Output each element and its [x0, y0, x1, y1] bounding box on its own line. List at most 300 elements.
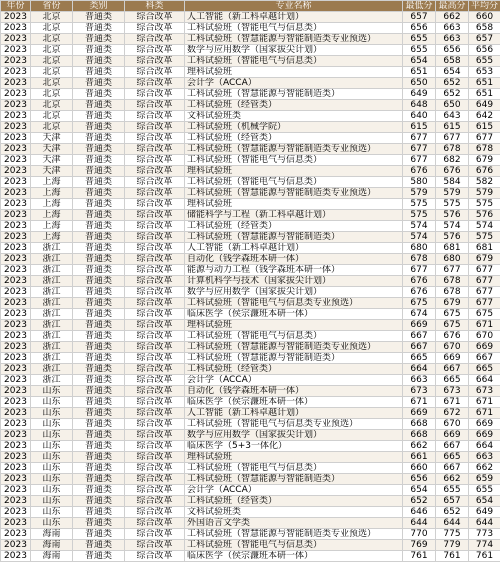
- cell-province: 北京: [31, 100, 73, 111]
- cell-category: 普通类: [73, 276, 125, 287]
- cell-year: 2023: [1, 386, 31, 397]
- cell-category: 普通类: [73, 67, 125, 78]
- cell-subject-type: 综合改革: [125, 463, 185, 474]
- cell-year: 2023: [1, 78, 31, 89]
- cell-max-score: 662: [436, 12, 469, 23]
- cell-min-score: 655: [403, 45, 436, 56]
- cell-category: 普通类: [73, 56, 125, 67]
- cell-min-score: 662: [403, 441, 436, 452]
- cell-max-score: 677: [436, 265, 469, 276]
- cell-major-name: 工科试验班（智能电气与信息类）: [185, 177, 403, 188]
- cell-category: 普通类: [73, 474, 125, 485]
- cell-major-name: 理科试验班: [185, 452, 403, 463]
- cell-min-score: 665: [403, 353, 436, 364]
- cell-year: 2023: [1, 111, 31, 122]
- cell-major-name: 临床医学（侯宗濂班本研一体）: [185, 551, 403, 562]
- cell-year: 2023: [1, 100, 31, 111]
- cell-category: 普通类: [73, 485, 125, 496]
- cell-year: 2023: [1, 188, 31, 199]
- cell-major-name: 工科试验班（智慧能源与智能制造类专业预选）: [185, 529, 403, 540]
- cell-category: 普通类: [73, 298, 125, 309]
- cell-avg-score: 676: [469, 166, 500, 177]
- cell-avg-score: 670: [469, 331, 500, 342]
- cell-category: 普通类: [73, 78, 125, 89]
- cell-avg-score: 579: [469, 188, 500, 199]
- cell-avg-score: 649: [469, 507, 500, 518]
- cell-province: 山东: [31, 397, 73, 408]
- cell-avg-score: 773: [469, 529, 500, 540]
- cell-max-score: 779: [436, 540, 469, 551]
- table-row: [1, 276, 500, 287]
- cell-avg-score: 644: [469, 518, 500, 529]
- cell-subject-type: 综合改革: [125, 331, 185, 342]
- header-year: 年份: [1, 1, 31, 12]
- table-row: [1, 243, 500, 254]
- cell-category: 普通类: [73, 122, 125, 133]
- table-row: [1, 430, 500, 441]
- cell-province: 北京: [31, 78, 73, 89]
- cell-major-name: 工科试验班（经管类）: [185, 364, 403, 375]
- cell-major-name: 数学与应用数学（国家拔尖计划）: [185, 287, 403, 298]
- cell-province: 山东: [31, 386, 73, 397]
- cell-province: 天津: [31, 144, 73, 155]
- cell-category: 普通类: [73, 199, 125, 210]
- cell-year: 2023: [1, 408, 31, 419]
- table-row: [1, 331, 500, 342]
- table-row: [1, 364, 500, 375]
- cell-subject-type: 综合改革: [125, 529, 185, 540]
- table-row: [1, 34, 500, 45]
- table-row: [1, 518, 500, 529]
- cell-category: 普通类: [73, 265, 125, 276]
- table-row: [1, 540, 500, 551]
- cell-category: 普通类: [73, 23, 125, 34]
- cell-subject-type: 综合改革: [125, 199, 185, 210]
- cell-major-name: 工科试验班（智能电气与信息类专业预选）: [185, 419, 403, 430]
- cell-year: 2023: [1, 243, 31, 254]
- cell-subject-type: 综合改革: [125, 276, 185, 287]
- cell-category: 普通类: [73, 441, 125, 452]
- cell-category: 普通类: [73, 386, 125, 397]
- table-row: [1, 298, 500, 309]
- cell-subject-type: 综合改革: [125, 254, 185, 265]
- table-row: [1, 45, 500, 56]
- cell-major-name: 工科试验班（智慧能源与智能制造类）: [185, 474, 403, 485]
- cell-max-score: 675: [436, 320, 469, 331]
- cell-major-name: 自动化（钱学森班本研一体）: [185, 386, 403, 397]
- cell-major-name: 临床医学（5+3一体化）: [185, 441, 403, 452]
- cell-category: 普通类: [73, 166, 125, 177]
- cell-province: 浙江: [31, 353, 73, 364]
- table-row: [1, 309, 500, 320]
- cell-max-score: 657: [436, 496, 469, 507]
- cell-min-score: 664: [403, 364, 436, 375]
- cell-category: 普通类: [73, 177, 125, 188]
- header-major-name: 专业名称: [185, 1, 403, 12]
- table-row: [1, 463, 500, 474]
- cell-min-score: 680: [403, 243, 436, 254]
- header-province: 省份: [31, 1, 73, 12]
- cell-max-score: 575: [436, 199, 469, 210]
- cell-max-score: 679: [436, 298, 469, 309]
- cell-year: 2023: [1, 287, 31, 298]
- header-row: [1, 1, 500, 12]
- cell-major-name: 数学与应用数学（国家拔尖计划）: [185, 430, 403, 441]
- header-max-score: 最高分: [436, 1, 469, 12]
- cell-year: 2023: [1, 122, 31, 133]
- table-row: [1, 56, 500, 67]
- cell-category: 普通类: [73, 309, 125, 320]
- cell-province: 浙江: [31, 276, 73, 287]
- table-row: [1, 111, 500, 122]
- cell-category: 普通类: [73, 353, 125, 364]
- cell-avg-score: 576: [469, 210, 500, 221]
- cell-subject-type: 综合改革: [125, 188, 185, 199]
- cell-min-score: 761: [403, 551, 436, 562]
- cell-max-score: 658: [436, 56, 469, 67]
- cell-avg-score: 651: [469, 78, 500, 89]
- cell-min-score: 678: [403, 254, 436, 265]
- cell-province: 山东: [31, 463, 73, 474]
- table-row: [1, 232, 500, 243]
- cell-category: 普通类: [73, 375, 125, 386]
- cell-province: 天津: [31, 166, 73, 177]
- cell-major-name: 理科试验班: [185, 199, 403, 210]
- cell-subject-type: 综合改革: [125, 375, 185, 386]
- cell-max-score: 672: [436, 408, 469, 419]
- table-row: [1, 67, 500, 78]
- cell-avg-score: 677: [469, 298, 500, 309]
- cell-subject-type: 综合改革: [125, 34, 185, 45]
- cell-avg-score: 662: [469, 463, 500, 474]
- cell-subject-type: 综合改革: [125, 78, 185, 89]
- cell-avg-score: 649: [469, 100, 500, 111]
- cell-province: 山东: [31, 507, 73, 518]
- table-row: [1, 177, 500, 188]
- cell-major-name: 理科试验班: [185, 320, 403, 331]
- cell-province: 山东: [31, 452, 73, 463]
- cell-year: 2023: [1, 331, 31, 342]
- cell-major-name: 会计学（ACCA）: [185, 375, 403, 386]
- cell-min-score: 650: [403, 78, 436, 89]
- cell-province: 北京: [31, 23, 73, 34]
- cell-province: 海南: [31, 540, 73, 551]
- cell-major-name: 工科试验班（智慧能源与智能制造类专业预选）: [185, 188, 403, 199]
- cell-min-score: 677: [403, 133, 436, 144]
- cell-province: 北京: [31, 45, 73, 56]
- cell-category: 普通类: [73, 144, 125, 155]
- table-row: [1, 507, 500, 518]
- cell-category: 普通类: [73, 221, 125, 232]
- cell-category: 普通类: [73, 243, 125, 254]
- table-row: [1, 496, 500, 507]
- cell-min-score: 646: [403, 507, 436, 518]
- cell-min-score: 648: [403, 100, 436, 111]
- cell-province: 浙江: [31, 375, 73, 386]
- cell-max-score: 676: [436, 331, 469, 342]
- cell-category: 普通类: [73, 45, 125, 56]
- cell-category: 普通类: [73, 100, 125, 111]
- cell-avg-score: 671: [469, 408, 500, 419]
- cell-province: 浙江: [31, 265, 73, 276]
- cell-year: 2023: [1, 133, 31, 144]
- cell-min-score: 677: [403, 155, 436, 166]
- cell-major-name: 计算机科学与技术（国家拔尖计划）: [185, 276, 403, 287]
- cell-category: 普通类: [73, 133, 125, 144]
- cell-category: 普通类: [73, 12, 125, 23]
- cell-avg-score: 658: [469, 23, 500, 34]
- cell-major-name: 工科试验班（智慧能源与智能制造类）: [185, 89, 403, 100]
- cell-subject-type: 综合改革: [125, 474, 185, 485]
- cell-max-score: 665: [436, 375, 469, 386]
- cell-min-score: 574: [403, 221, 436, 232]
- cell-category: 普通类: [73, 34, 125, 45]
- cell-major-name: 外国语言文学类: [185, 518, 403, 529]
- table-row: [1, 485, 500, 496]
- cell-major-name: 临床医学（侯宗濂班本研一体）: [185, 309, 403, 320]
- cell-subject-type: 综合改革: [125, 133, 185, 144]
- cell-major-name: 会计学（ACCA）: [185, 485, 403, 496]
- cell-min-score: 574: [403, 232, 436, 243]
- cell-category: 普通类: [73, 496, 125, 507]
- cell-year: 2023: [1, 177, 31, 188]
- cell-province: 上海: [31, 188, 73, 199]
- cell-max-score: 673: [436, 386, 469, 397]
- cell-province: 浙江: [31, 320, 73, 331]
- cell-province: 上海: [31, 177, 73, 188]
- cell-province: 浙江: [31, 287, 73, 298]
- cell-max-score: 663: [436, 23, 469, 34]
- cell-subject-type: 综合改革: [125, 496, 185, 507]
- cell-avg-score: 679: [469, 254, 500, 265]
- cell-category: 普通类: [73, 507, 125, 518]
- cell-min-score: 667: [403, 342, 436, 353]
- cell-max-score: 677: [436, 133, 469, 144]
- cell-major-name: 数学与应用数学（国家拔尖计划）: [185, 45, 403, 56]
- cell-min-score: 644: [403, 518, 436, 529]
- cell-avg-score: 671: [469, 320, 500, 331]
- cell-min-score: 575: [403, 210, 436, 221]
- cell-max-score: 662: [436, 474, 469, 485]
- cell-avg-score: 656: [469, 45, 500, 56]
- cell-min-score: 651: [403, 67, 436, 78]
- cell-category: 普通类: [73, 430, 125, 441]
- cell-max-score: 663: [436, 34, 469, 45]
- cell-major-name: 临床医学（侯宗濂班本研一体）: [185, 397, 403, 408]
- cell-year: 2023: [1, 309, 31, 320]
- cell-major-name: 工科试验班（智能电气与信息类）: [185, 463, 403, 474]
- cell-province: 北京: [31, 111, 73, 122]
- cell-year: 2023: [1, 452, 31, 463]
- cell-year: 2023: [1, 496, 31, 507]
- cell-province: 浙江: [31, 309, 73, 320]
- cell-subject-type: 综合改革: [125, 210, 185, 221]
- cell-avg-score: 679: [469, 155, 500, 166]
- cell-year: 2023: [1, 551, 31, 562]
- cell-major-name: 工科试验班（经管类）: [185, 221, 403, 232]
- cell-major-name: 理科试验班: [185, 166, 403, 177]
- cell-avg-score: 663: [469, 452, 500, 463]
- cell-category: 普通类: [73, 364, 125, 375]
- cell-year: 2023: [1, 144, 31, 155]
- cell-min-score: 676: [403, 166, 436, 177]
- table-row: [1, 100, 500, 111]
- cell-avg-score: 659: [469, 474, 500, 485]
- cell-major-name: 工科试验班（经管类）: [185, 100, 403, 111]
- cell-max-score: 656: [436, 45, 469, 56]
- cell-avg-score: 615: [469, 122, 500, 133]
- cell-avg-score: 774: [469, 540, 500, 551]
- cell-subject-type: 综合改革: [125, 452, 185, 463]
- cell-subject-type: 综合改革: [125, 122, 185, 133]
- cell-max-score: 761: [436, 551, 469, 562]
- cell-subject-type: 综合改革: [125, 12, 185, 23]
- table-row: [1, 254, 500, 265]
- cell-subject-type: 综合改革: [125, 287, 185, 298]
- cell-year: 2023: [1, 34, 31, 45]
- cell-max-score: 615: [436, 122, 469, 133]
- cell-year: 2023: [1, 45, 31, 56]
- cell-subject-type: 综合改革: [125, 45, 185, 56]
- cell-province: 山东: [31, 419, 73, 430]
- cell-max-score: 669: [436, 430, 469, 441]
- cell-major-name: 工科试验班（智能电气与信息类专业预选）: [185, 298, 403, 309]
- cell-category: 普通类: [73, 320, 125, 331]
- cell-year: 2023: [1, 430, 31, 441]
- cell-avg-score: 664: [469, 441, 500, 452]
- cell-category: 普通类: [73, 155, 125, 166]
- table-row: [1, 78, 500, 89]
- cell-year: 2023: [1, 342, 31, 353]
- header-category: 类别: [73, 1, 125, 12]
- cell-min-score: 654: [403, 56, 436, 67]
- cell-subject-type: 综合改革: [125, 364, 185, 375]
- cell-avg-score: 655: [469, 56, 500, 67]
- cell-major-name: 工科试验班（智能电气与信息类）: [185, 540, 403, 551]
- cell-province: 北京: [31, 122, 73, 133]
- cell-min-score: 669: [403, 408, 436, 419]
- cell-province: 山东: [31, 518, 73, 529]
- cell-max-score: 681: [436, 243, 469, 254]
- cell-province: 浙江: [31, 298, 73, 309]
- cell-year: 2023: [1, 67, 31, 78]
- cell-min-score: 579: [403, 188, 436, 199]
- cell-category: 普通类: [73, 551, 125, 562]
- cell-province: 上海: [31, 199, 73, 210]
- cell-province: 山东: [31, 496, 73, 507]
- cell-max-score: 650: [436, 100, 469, 111]
- cell-category: 普通类: [73, 210, 125, 221]
- cell-avg-score: 582: [469, 177, 500, 188]
- cell-province: 山东: [31, 441, 73, 452]
- cell-min-score: 677: [403, 265, 436, 276]
- cell-avg-score: 677: [469, 133, 500, 144]
- cell-subject-type: 综合改革: [125, 232, 185, 243]
- cell-avg-score: 651: [469, 89, 500, 100]
- cell-major-name: 工科试验班（机械学院）: [185, 122, 403, 133]
- cell-subject-type: 综合改革: [125, 166, 185, 177]
- cell-avg-score: 681: [469, 243, 500, 254]
- cell-max-score: 678: [436, 276, 469, 287]
- cell-min-score: 668: [403, 430, 436, 441]
- cell-year: 2023: [1, 166, 31, 177]
- cell-year: 2023: [1, 89, 31, 100]
- cell-max-score: 678: [436, 287, 469, 298]
- cell-max-score: 667: [436, 463, 469, 474]
- cell-year: 2023: [1, 221, 31, 232]
- cell-province: 浙江: [31, 243, 73, 254]
- cell-min-score: 657: [403, 12, 436, 23]
- cell-subject-type: 综合改革: [125, 100, 185, 111]
- cell-avg-score: 669: [469, 342, 500, 353]
- cell-avg-score: 653: [469, 67, 500, 78]
- cell-major-name: 工科试验班（智慧能源与智能制造类）: [185, 353, 403, 364]
- table-row: [1, 408, 500, 419]
- cell-max-score: 643: [436, 111, 469, 122]
- cell-avg-score: 574: [469, 221, 500, 232]
- cell-min-score: 676: [403, 276, 436, 287]
- cell-year: 2023: [1, 507, 31, 518]
- cell-category: 普通类: [73, 232, 125, 243]
- table-row: [1, 342, 500, 353]
- cell-year: 2023: [1, 276, 31, 287]
- cell-max-score: 682: [436, 155, 469, 166]
- cell-avg-score: 667: [469, 353, 500, 364]
- cell-year: 2023: [1, 375, 31, 386]
- cell-max-score: 671: [436, 397, 469, 408]
- cell-avg-score: 673: [469, 386, 500, 397]
- table-row: [1, 133, 500, 144]
- cell-major-name: 人工智能（新工科卓越计划）: [185, 408, 403, 419]
- cell-province: 浙江: [31, 331, 73, 342]
- table-row: [1, 320, 500, 331]
- cell-year: 2023: [1, 529, 31, 540]
- cell-subject-type: 综合改革: [125, 67, 185, 78]
- cell-subject-type: 综合改革: [125, 320, 185, 331]
- cell-max-score: 670: [436, 342, 469, 353]
- cell-min-score: 580: [403, 177, 436, 188]
- cell-max-score: 654: [436, 67, 469, 78]
- cell-subject-type: 综合改革: [125, 507, 185, 518]
- cell-max-score: 644: [436, 518, 469, 529]
- cell-year: 2023: [1, 265, 31, 276]
- cell-category: 普通类: [73, 397, 125, 408]
- cell-year: 2023: [1, 254, 31, 265]
- cell-province: 海南: [31, 551, 73, 562]
- table-row: [1, 188, 500, 199]
- cell-province: 山东: [31, 408, 73, 419]
- cell-year: 2023: [1, 397, 31, 408]
- cell-category: 普通类: [73, 111, 125, 122]
- header-avg-score: 平均分: [469, 1, 500, 12]
- cell-category: 普通类: [73, 408, 125, 419]
- cell-min-score: 676: [403, 287, 436, 298]
- cell-province: 北京: [31, 56, 73, 67]
- table-row: [1, 474, 500, 485]
- cell-subject-type: 综合改革: [125, 111, 185, 122]
- cell-subject-type: 综合改革: [125, 89, 185, 100]
- table-row: [1, 397, 500, 408]
- cell-major-name: 能源与动力工程（钱学森班本研一体）: [185, 265, 403, 276]
- cell-year: 2023: [1, 540, 31, 551]
- cell-avg-score: 654: [469, 496, 500, 507]
- cell-max-score: 676: [436, 166, 469, 177]
- cell-min-score: 673: [403, 386, 436, 397]
- cell-subject-type: 综合改革: [125, 353, 185, 364]
- cell-subject-type: 综合改革: [125, 56, 185, 67]
- cell-avg-score: 575: [469, 199, 500, 210]
- cell-major-name: 工科试验班（经管类）: [185, 133, 403, 144]
